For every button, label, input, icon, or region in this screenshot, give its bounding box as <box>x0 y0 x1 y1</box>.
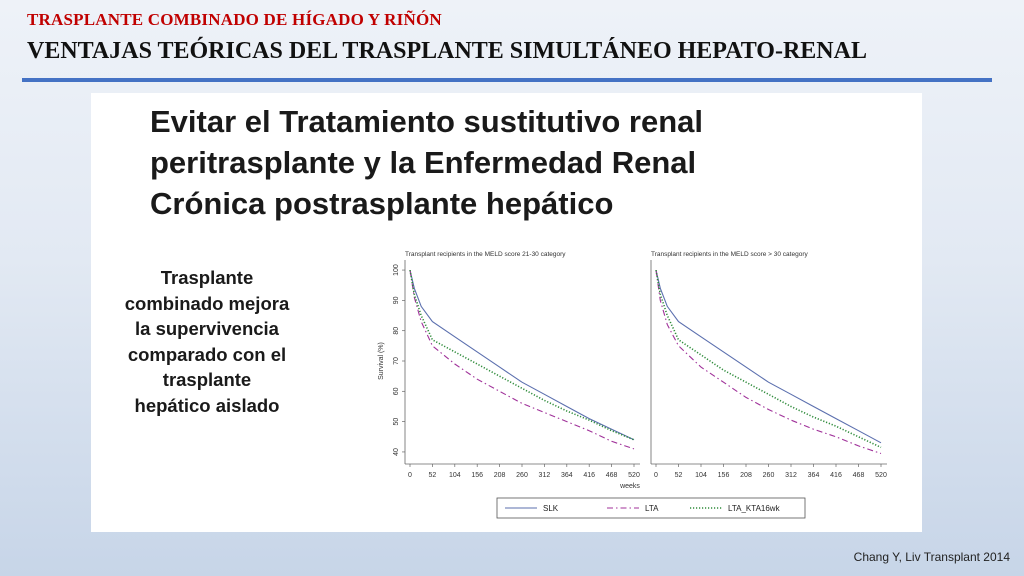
headline-line: peritrasplante y la Enfermedad Renal <box>150 145 697 180</box>
y-tick-label: 80 <box>393 326 400 335</box>
slide-title: VENTAJAS TEÓRICAS DEL TRASPLANTE SIMULTÁNEO HEPATO-RENAL <box>27 38 867 64</box>
side-note-line: comparado con el <box>127 343 287 365</box>
x-tick-label: 312 <box>785 472 797 479</box>
x-tick-label: 312 <box>538 472 551 479</box>
x-tick-label: 416 <box>583 472 596 479</box>
legend-label: LTA <box>645 504 659 513</box>
x-tick-label: 416 <box>830 472 842 479</box>
y-tick-label: 60 <box>393 387 400 396</box>
y-tick-label: 100 <box>393 264 400 276</box>
legend-label: SLK <box>543 504 559 513</box>
legend-label: LTA_KTA16wk <box>728 504 780 513</box>
slide-kicker: TRASPLANTE COMBINADO DE HÍGADO Y RIÑÓN <box>27 10 442 29</box>
x-tick-label: 260 <box>516 472 528 479</box>
x-tick-label: 52 <box>674 472 683 479</box>
y-tick-label: 70 <box>393 357 400 365</box>
y-tick-label: 40 <box>393 448 400 456</box>
side-note-line: Trasplante <box>160 267 254 288</box>
x-tick-label: 156 <box>717 472 730 479</box>
y-axis-label: Survival (%) <box>378 342 385 380</box>
x-tick-label: 208 <box>740 472 752 479</box>
x-tick-label: 156 <box>471 472 484 479</box>
x-tick-label: 364 <box>560 472 573 479</box>
x-tick-label: 0 <box>654 472 658 479</box>
headline-line: Evitar el Tratamiento sustitutivo renal <box>150 104 703 139</box>
y-tick-label: 50 <box>393 417 400 426</box>
side-note-line: combinado mejora <box>124 292 290 314</box>
x-tick-label: 260 <box>762 472 775 479</box>
x-tick-label: 104 <box>448 472 461 479</box>
side-note-line: la supervivencia <box>135 318 279 339</box>
series-line-lta-kta16wk <box>656 270 881 447</box>
x-tick-label: 104 <box>695 472 707 479</box>
side-note-line: hepático aislado <box>134 394 280 416</box>
y-tick-label: 90 <box>393 296 400 305</box>
chart-title: Transplant recipients in the MELD score > 30 category <box>651 251 808 258</box>
chart-title: Transplant recipients in the MELD score 21-30 category <box>405 251 566 258</box>
series-line-lta <box>656 270 881 453</box>
x-tick-label: 0 <box>408 472 412 479</box>
x-tick-label: 52 <box>428 472 437 479</box>
headline-line: Crónica postrasplante hepático <box>150 186 614 221</box>
side-note-line: trasplante <box>162 369 252 390</box>
source-citation: Chang Y, Liv Transplant 2014 <box>853 550 1010 564</box>
x-tick-label: 364 <box>807 472 820 479</box>
x-tick-label: 468 <box>605 472 618 479</box>
x-tick-label: 208 <box>493 472 506 479</box>
x-axis-label: weeks <box>620 483 640 490</box>
x-tick-label: 468 <box>852 472 865 479</box>
series-line-lta <box>410 270 634 449</box>
x-tick-label: 520 <box>875 472 887 479</box>
series-line-slk <box>410 270 634 440</box>
x-tick-label: 520 <box>628 472 640 479</box>
series-line-lta-kta16wk <box>410 270 634 440</box>
